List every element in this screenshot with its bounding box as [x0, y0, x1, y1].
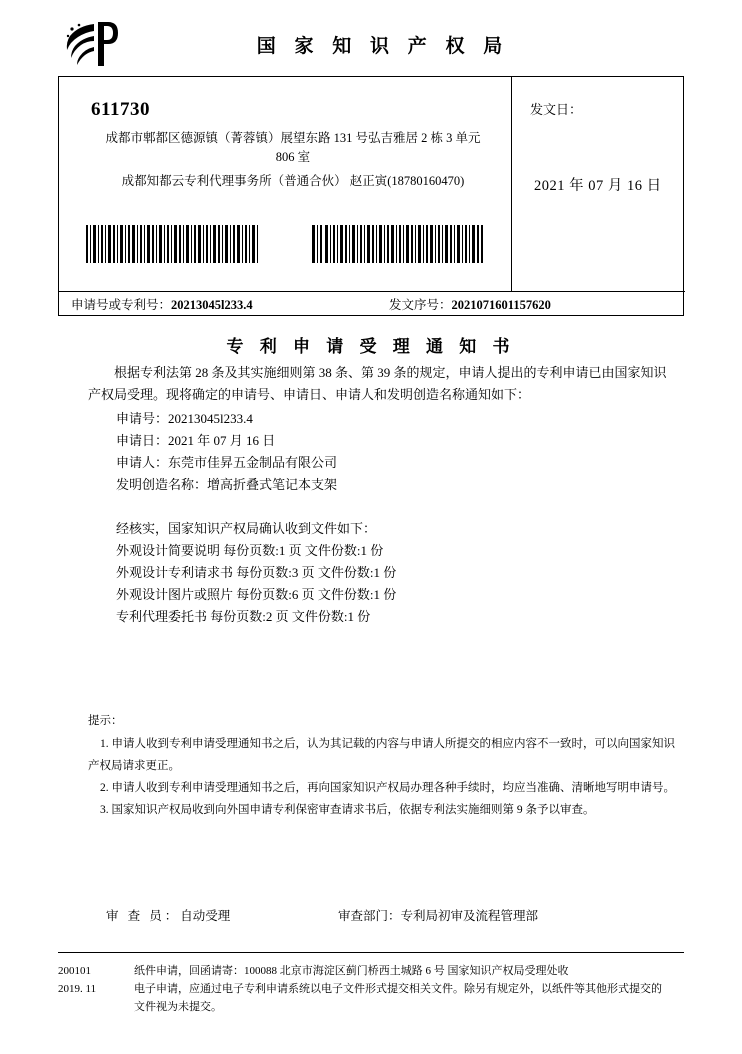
- footer-code-1: 200101: [58, 965, 91, 977]
- numbers-row: [59, 292, 685, 316]
- department-label: 审查部门：: [338, 909, 401, 923]
- file-item-power-of-attorney: 专利代理委托书 每份页数:2 页 文件份数:1 份: [116, 609, 371, 624]
- dispatch-date-label: 发文日：: [530, 102, 583, 117]
- department-field: [338, 906, 684, 924]
- address-frame: [58, 76, 684, 316]
- footer-line-3: 文件视为未提交。: [134, 1001, 222, 1013]
- files-intro: 经核实，国家知识产权局确认收到文件如下：: [116, 521, 377, 536]
- notes-title: 提示：: [88, 715, 123, 727]
- application-info-list: [58, 408, 684, 496]
- footer-line-2: 电子申请，应通过电子专利申请系统以电子文件形式提交相关文件。除另有规定外，以纸件等其他形式提交的: [134, 983, 662, 995]
- examiner-label: 审 查 员：: [106, 909, 181, 923]
- department-value: 专利局初审及流程管理部: [400, 909, 539, 923]
- page-title: 国 家 知 识 产 权 局: [256, 35, 510, 57]
- footer-line-1: 纸件申请，回函请寄：100088 北京市海淀区蓟门桥西土城路 6 号 国家知识产权局受理处收: [134, 965, 569, 977]
- footer-codes: [58, 962, 134, 1016]
- note-item-3: 3. 国家知识产权局收到向外国申请专利保密审查请求书后，依据专利法实施细则第 9 条予以审查。: [100, 804, 595, 816]
- agency-line: 成都知都云专利代理事务所（普通合伙） 赵正寅(18780160470): [121, 174, 465, 188]
- barcode-application-number: [86, 225, 258, 263]
- dispatch-date-value: 2021 年 07 月 16 日: [534, 178, 662, 194]
- addressee-block: [59, 77, 511, 191]
- application-number-value: 20213045l233.4: [171, 298, 253, 312]
- examiner-value: 自动受理: [180, 909, 231, 923]
- note-item-1: 1. 申请人收到专利申请受理通知书之后，认为其记载的内容与申请人所提交的相应内容不一致时，可以向国家知识产权局请求更正。: [88, 738, 675, 772]
- notes-section: [58, 712, 684, 821]
- document-number: 611730: [91, 99, 150, 120]
- dispatch-number-field: [389, 295, 685, 313]
- document-body: [58, 362, 684, 628]
- info-application-number: 申请号：20213045l233.4: [116, 411, 253, 426]
- dispatch-number-label: 发文序号：: [389, 298, 452, 312]
- barcode-dispatch-number: [312, 225, 484, 263]
- application-number-label: 申请号或专利号：: [71, 298, 172, 312]
- info-invention-title: 发明创造名称：增高折叠式笔记本支架: [116, 477, 338, 492]
- file-item-drawings: 外观设计图片或照片 每份页数:6 页 文件份数:1 份: [116, 587, 397, 602]
- application-number-field: [59, 295, 389, 313]
- examiner-field: [58, 906, 338, 924]
- info-application-date: 申请日：2021 年 07 月 16 日: [116, 433, 276, 448]
- dispatch-date-block: [512, 77, 684, 291]
- received-files-block: [58, 518, 684, 628]
- note-item-2: 2. 申请人收到专利申请受理通知书之后，再向国家知识产权局办理各种手续时，均应当准确、清晰地写明申请号。: [100, 782, 675, 794]
- info-applicant: 申请人：东莞市佳昇五金制品有限公司: [116, 455, 338, 470]
- file-item-request-form: 外观设计专利请求书 每份页数:3 页 文件份数:1 份: [116, 565, 397, 580]
- dispatch-number-value: 2021071601157620: [451, 298, 551, 312]
- document-header: [58, 18, 684, 70]
- address-line-2: 806 室: [275, 150, 311, 164]
- document-footer: [58, 962, 684, 1016]
- footer-divider: [58, 952, 684, 953]
- body-paragraph: 根据专利法第 28 条及其实施细则第 38 条、第 39 条的规定，申请人提出的专利申请已由国家知识产权局受理。现将确定的申请号、申请日、申请人和发明创造名称通知如下：: [88, 365, 667, 402]
- barcode-area: [59, 225, 511, 263]
- signature-row: [58, 906, 684, 924]
- address-line-1: 成都市郫都区德源镇（菁蓉镇）展望东路 131 号弘吉雅居 2 栋 3 单元: [105, 131, 481, 145]
- cnipa-emblem-icon: [64, 20, 122, 68]
- notice-title: 专 利 申 请 受 理 通 知 书: [226, 337, 516, 356]
- footer-code-2: 2019. 11: [58, 983, 97, 995]
- file-item-brief-description: 外观设计简要说明 每份页数:1 页 文件份数:1 份: [116, 543, 384, 558]
- footer-text: [134, 962, 684, 1016]
